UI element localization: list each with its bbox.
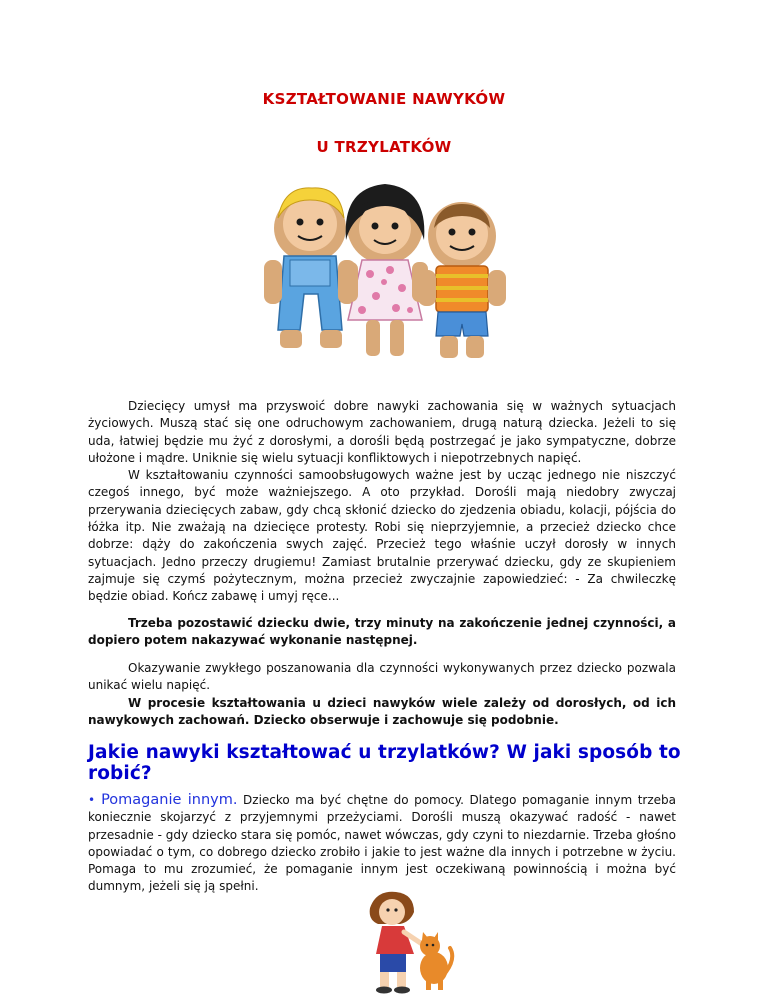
bold-note-section xyxy=(88,615,676,650)
title-line-1: KSZTAŁTOWANIE NAWYKÓW xyxy=(262,90,506,108)
intro-section xyxy=(88,398,676,606)
respect-paragraph: Okazywanie zwykłego poszanowania dla czynności wykonywanych przez dziecko pozwala unikać wielu napięć. xyxy=(88,661,676,693)
bold-paragraph: Trzeba pozostawić dziecku dwie, trzy minuty na zakończenie jednej czynności, a dopiero potem nakazywać wykonanie następnej. xyxy=(88,616,676,648)
title-line-2: U TRZYLATKÓW xyxy=(316,138,452,156)
children-dolls-illustration xyxy=(250,170,520,370)
bullet-item xyxy=(88,792,676,896)
bullet-term: Pomaganie innym. xyxy=(101,792,238,808)
bold-paragraph-2: W procesie kształtowania u dzieci nawyków wiele zależy od dorosłych, od ich nawykowych zachowań. Dziecko obserwuje i zachowuje się podobnie. xyxy=(88,695,676,727)
doll-boy-right xyxy=(418,202,506,358)
girl-with-cat-illustration xyxy=(356,888,456,994)
respect-section xyxy=(88,660,676,729)
intro-paragraph-2: W kształtowaniu czynności samoobsługowych ważne jest by ucząc jednego nie niszczyć czegoś innego, być może ważniejszego. A oto przykład. Dorośli mają niedobry zwyczaj przerywania dziecięcych zabaw, gdy chcą skłonić dziecko do zjedzenia obiadu, kolacji, pójścia do łóżka itp. Nie zważają na dziecięce protesty. Robi się nieprzyjemnie, a przecież dziecko chce dobrze: dąży do zakończenia swych zajęć. Przecież tego właśnie uczył dorosły w innych sytuacjach. Jedno przeczy drugiemu! Zamiast brutalnie przerywać dziecku, gdy ze skupieniem zajmuje się czymś pożytecznym, można przecież zwyczajnie zapowiedzieć: - Za chwileczkę będzie obiad. Kończ zabawę i umyj ręce... xyxy=(88,468,676,604)
intro-paragraph-1: Dziecięcy umysł ma przyswoić dobre nawyki zachowania się w ważnych sytuacjach życiowych. Muszą stać się one odruchowym zachowaniem, drugą naturą dziecka. Jeżeli to się uda, łatwiej będzie mu żyć z dorosłymi, a dorośli będą postrzegać je jako sympatyczne, dobrze ułożone i mądre. Uniknie się wielu sytuacji konfliktowych i niepotrzebnych napięć. xyxy=(88,399,676,465)
section-heading: Jakie nawyki kształtować u trzylatków? W jaki sposób to robić? xyxy=(88,742,681,784)
bullet-text: Dziecko ma być chętne do pomocy. Dlatego pomaganie innym trzeba koniecznie skojarzyć z przyjemnymi przeżyciami. Dorośli muszą okazywać radość - nawet przesadnie - gdy dziecko stara się pomóc, nawet wówczas, gdy czyni to niezdarnie. Trzeba głośno opowiadać o tym, co dobrego dziecko zrobiło i jakie to jest ważne dla innych i potrzebne w życiu. Pomaga to mu zrozumieć, że pomaganie innym jest oczekiwaną powinnością i można być dumnym, jeżeli się ją spełni. xyxy=(88,793,676,894)
doll-girl-middle xyxy=(342,184,428,356)
bullet-section xyxy=(88,792,676,896)
bullet-dot-icon: • xyxy=(88,793,96,807)
